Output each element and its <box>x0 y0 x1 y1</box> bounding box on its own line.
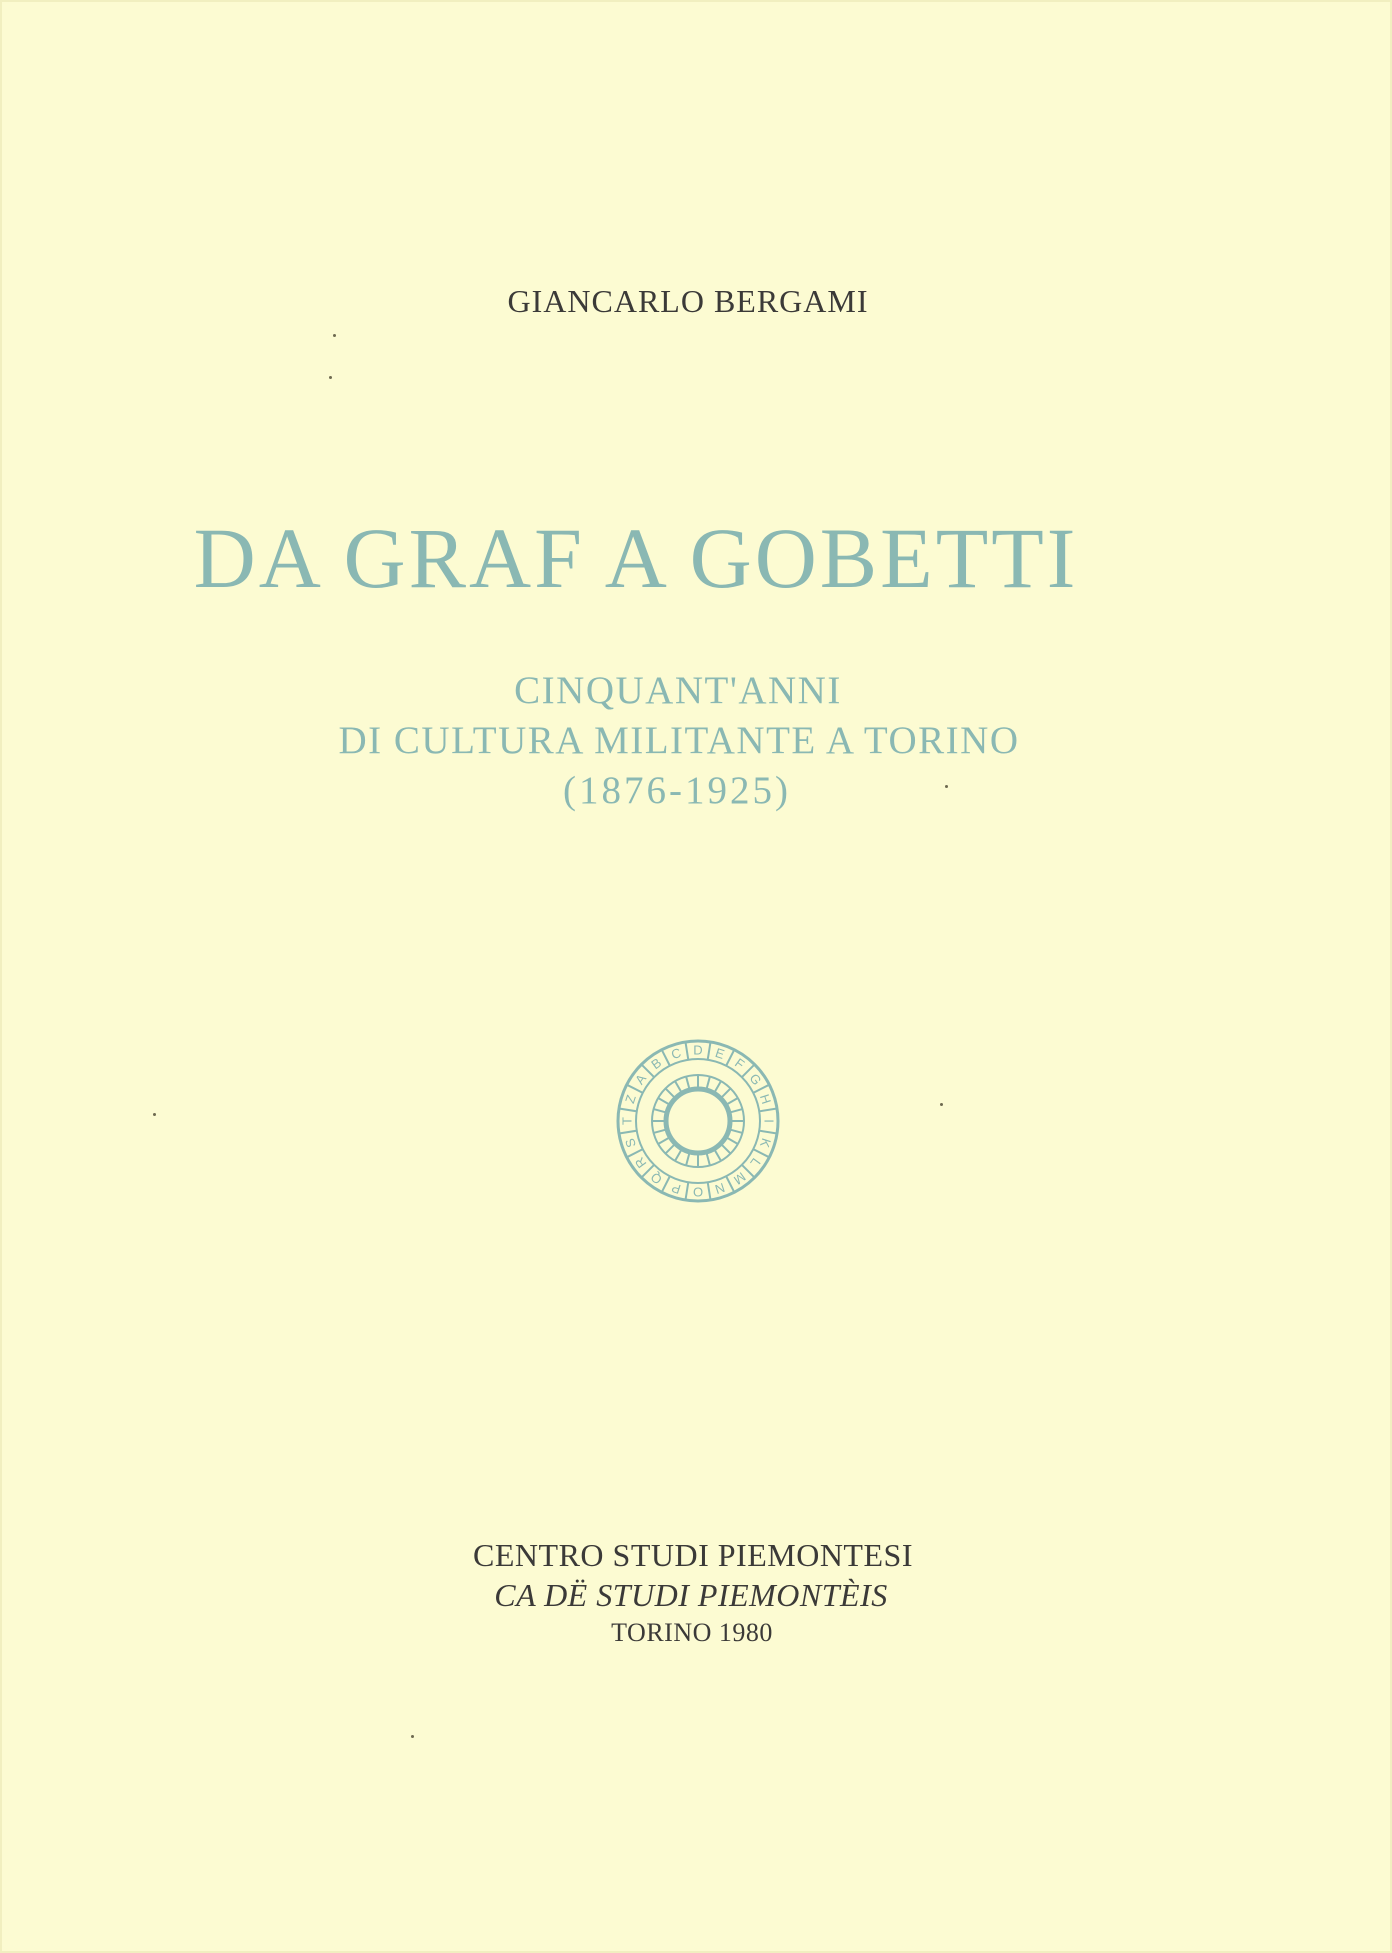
seal-spoke <box>686 1077 689 1089</box>
seal-spoke <box>715 1081 721 1091</box>
seal-spoke <box>654 1130 666 1133</box>
seal-letter: O <box>692 1184 704 1200</box>
seal-spoke <box>731 1109 743 1112</box>
seal-letter: M <box>730 1169 749 1188</box>
publisher-name: CENTRO STUDI PIEMONTESI <box>473 1537 913 1573</box>
seal-letter: T <box>619 1117 635 1125</box>
seal-divider <box>685 1042 688 1060</box>
seal-spoke <box>722 1088 730 1096</box>
paper-speck <box>940 1103 943 1106</box>
seal-spoke <box>665 1088 673 1096</box>
seal-spoke <box>727 1138 737 1144</box>
seal-letter: A <box>631 1071 650 1088</box>
subtitle-line-2: DI CULTURA MILITANTE A TORINO <box>338 719 1020 762</box>
seal-letter: F <box>732 1055 748 1072</box>
seal-spoke <box>665 1145 673 1153</box>
publisher-name-piedmontese: CA DË STUDI PIEMONTÈIS <box>494 1577 888 1613</box>
seal-divider <box>708 1042 711 1060</box>
seal-letter: Z <box>622 1092 639 1106</box>
seal-divider <box>753 1149 769 1157</box>
seal-divider <box>726 1050 734 1066</box>
seal-divider <box>627 1149 643 1157</box>
seal-letter: L <box>747 1155 764 1171</box>
paper-speck <box>411 1735 414 1738</box>
author-name: GIANCARLO BERGAMI <box>507 283 869 319</box>
seal-letter: B <box>648 1054 665 1073</box>
seal-letter: N <box>713 1179 727 1198</box>
seal-spoke <box>675 1081 681 1091</box>
seal-divider <box>627 1085 643 1093</box>
seal-divider <box>662 1050 670 1066</box>
seal-letter: D <box>693 1042 703 1058</box>
seal-divider <box>708 1182 711 1200</box>
seal-spokes <box>619 1042 777 1200</box>
seal-letter: E <box>713 1045 727 1062</box>
seal-letter: R <box>631 1154 650 1171</box>
seal-letter: C <box>669 1044 683 1063</box>
seal-spoke <box>707 1154 710 1166</box>
seal-spoke <box>707 1077 710 1089</box>
book-title: DA GRAF A GOBETTI <box>193 510 1079 606</box>
seal-spoke <box>658 1098 668 1104</box>
subtitle-line-1: CINQUANT'ANNI <box>514 669 842 712</box>
seal-letter: H <box>756 1092 775 1106</box>
seal-divider <box>726 1176 734 1192</box>
seal-letter: S <box>622 1136 639 1150</box>
seal-divider <box>753 1085 769 1093</box>
publication-place-year: TORINO 1980 <box>611 1618 773 1647</box>
seal-spoke <box>715 1150 721 1160</box>
seal-spoke <box>731 1130 743 1133</box>
seal-spoke <box>654 1109 666 1112</box>
paper-speck <box>945 785 948 788</box>
seal-spoke <box>686 1154 689 1166</box>
seal-letter: P <box>669 1180 683 1197</box>
subtitle-dates: (1876-1925) <box>563 769 791 812</box>
seal-letter: G <box>746 1070 765 1088</box>
paper-speck <box>329 376 332 379</box>
seal-divider <box>619 1108 637 1111</box>
seal-divider <box>759 1131 777 1134</box>
seal-divider <box>759 1108 777 1111</box>
seal-spoke <box>658 1138 668 1144</box>
paper-speck <box>333 334 336 337</box>
seal-letter: I <box>761 1119 777 1123</box>
seal-letter: K <box>757 1136 774 1150</box>
seal-spoke <box>727 1098 737 1104</box>
seal-divider <box>619 1131 637 1134</box>
seal-spoke <box>675 1150 681 1160</box>
publisher-seal-icon <box>612 1035 784 1207</box>
seal-letter: Q <box>647 1169 665 1188</box>
paper-speck <box>153 1113 156 1116</box>
seal-divider <box>685 1182 688 1200</box>
seal-spoke <box>722 1145 730 1153</box>
